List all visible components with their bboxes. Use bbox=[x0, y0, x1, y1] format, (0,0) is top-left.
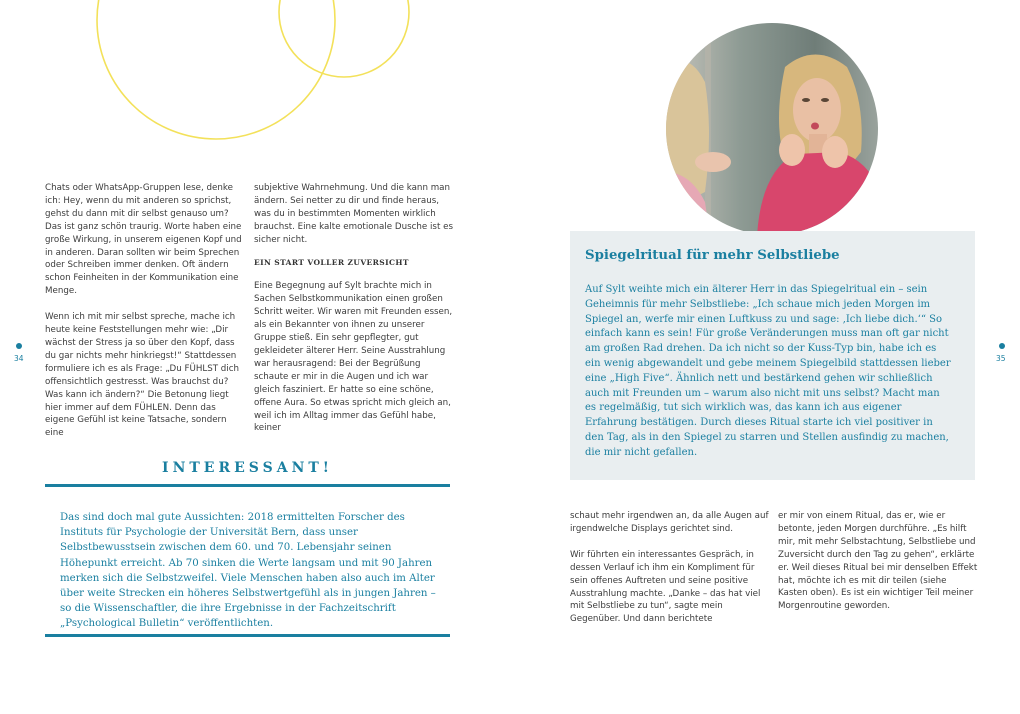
page-number-left: 34 bbox=[14, 354, 24, 363]
left-column-2 bbox=[254, 182, 454, 435]
page-marker-dot-left bbox=[16, 343, 22, 349]
page-number-right: 35 bbox=[996, 354, 1006, 363]
body-paragraph: Chats oder WhatsApp-Gruppen lese, denke ich: Hey, wenn du mit anderen so sprichst, gehst du dann mit dir selbst genauso um? Das ist ganz schön traurig. Worte haben eine große Wirkung, in unserem eigenen Kopf und in anderen. Daran sollten wir beim Sprechen oder Schreiben immer denken. Oft ändern schon Feinheiten in der Kommunikation eine Menge. bbox=[45, 183, 242, 297]
right-column-1 bbox=[570, 510, 770, 626]
photo-woman-mirror bbox=[665, 22, 879, 236]
interessant-body: Das sind doch mal gute Aussichten: 2018 ermittelten Forscher des Instituts für Psychologie der Universität Bern, dass unser Selbstbewusstsein zwischen dem 60. und 70. Lebensjahr seinen Höhepunkt erreicht. Ab 70 sinken die Werte langsam und mit 90 Jahren merken sich die Selbstzweifel. Viele Menschen haben also auch im Alter über weite Strecken ein höheres Selbstwertgefühl als in jungen Jahren – so die Wissenschaftler, die ihre Ergebnisse in der Fachzeitschrift „Psychological Bulletin“ veröffentlichten. bbox=[60, 512, 436, 630]
info-box-title: Spiegelritual für mehr Selbstliebe bbox=[585, 248, 840, 263]
bottom-rule bbox=[45, 634, 450, 637]
body-paragraph: Wenn ich mit mir selbst spreche, mache ich heute keine Feststellungen mehr wie: „Dir wächst der Stress ja so über den Kopf, dass du gar nichts mehr hinkriegst!“ Stattdessen formuliere ich es als Frage: „Du FÜHLST dich offensichtlich gestresst. Was brauchst du? Was kann ich ändern?“ Die Betonung liegt hier immer auf dem FÜHLEN. Denn das eigene Gefühl ist keine Tatsache, sondern eine bbox=[45, 312, 240, 439]
body-paragraph: schaut mehr irgendwen an, da alle Augen auf irgendwelche Displays gerichtet sind. bbox=[570, 511, 769, 534]
page-marker-dot-right bbox=[999, 343, 1005, 349]
left-column-1 bbox=[45, 182, 245, 440]
right-column-2 bbox=[778, 510, 978, 613]
section-subheading: EIN START VOLLER ZUVERSICHT bbox=[254, 257, 409, 267]
body-paragraph: Eine Begegnung auf Sylt brachte mich in Sachen Selbstkommunikation einen großen Schritt weiter. Wir waren mit Freunden essen, als ein Bekannter von ihnen zu unserer Gruppe stieß. Ein sehr gepflegter, gut gekleideter älterer Herr. Seine Ausstrahlung war herausragend: Bei der Begrüßung schaute er mir in die Augen und ich war gleich fasziniert. Er hatte so eine schöne, offene Aura. So etwas spricht mich gleich an, weil ich im Alltag immer das Gefühl habe, keiner bbox=[254, 281, 453, 434]
info-box-body: Auf Sylt weihte mich ein älterer Herr in das Spiegelritual ein – sein Geheimnis für mehr Selbstliebe: „Ich schaue mich jeden Morgen im Spiegel an, werfe mir einen Luftkuss zu und sage: ‚Ich liebe dich.‘“ So einfach kann es sein! Für große Veränderungen muss man oft gar nicht am großen Rad drehen. Da ich nicht so der Kuss-Typ bin, habe ich es ein wenig abgewandelt und gebe meinem Spiegelbild stattdessen lieber eine „High Five“. Ähnlich nett und bestärkend gehen wir schließlich auch mit Freunden um – warum also nicht mit uns selbst? Macht man es regelmäßig, tut sich wirklich was, das kann ich aus eigener Erfahrung bestätigen. Durch dieses Ritual starte ich viel positiver in den Tag, als in den Spiegel zu starren und Stellen ausfindig zu machen, die mir nicht gefallen. bbox=[585, 284, 951, 458]
body-paragraph: er mir von einem Ritual, das er, wie er betonte, jeden Morgen durchführe. „Es hilft mir, mit mehr Selbstachtung, Selbstliebe und Zuversicht durch den Tag zu gehen“, erklärte er. Weil dieses Ritual bei mir denselben Effekt hat, möchte ich es mit dir teilen (siehe Kasten oben). Es ist ein wichtiger Teil meiner Morgenroutine geworden. bbox=[778, 511, 978, 612]
body-paragraph: subjektive Wahrnehmung. Und die kann man ändern. Sei netter zu dir und finde heraus, was du in bestimmten Momenten wirklich brauchst. Eine kalte emotionale Dusche ist es sicher nicht. bbox=[254, 183, 453, 245]
top-rule bbox=[45, 484, 450, 487]
body-paragraph: Wir führten ein interessantes Gespräch, in dessen Verlauf ich ihm ein Kompliment für sein offenes Auftreten und seine positive Ausstrahlung machte. „Danke – das hat viel mit Selbstliebe zu tun“, sagte mein Gegenüber. Und dann berichtete bbox=[570, 549, 761, 625]
interessant-heading: INTERESSANT! bbox=[162, 460, 333, 476]
